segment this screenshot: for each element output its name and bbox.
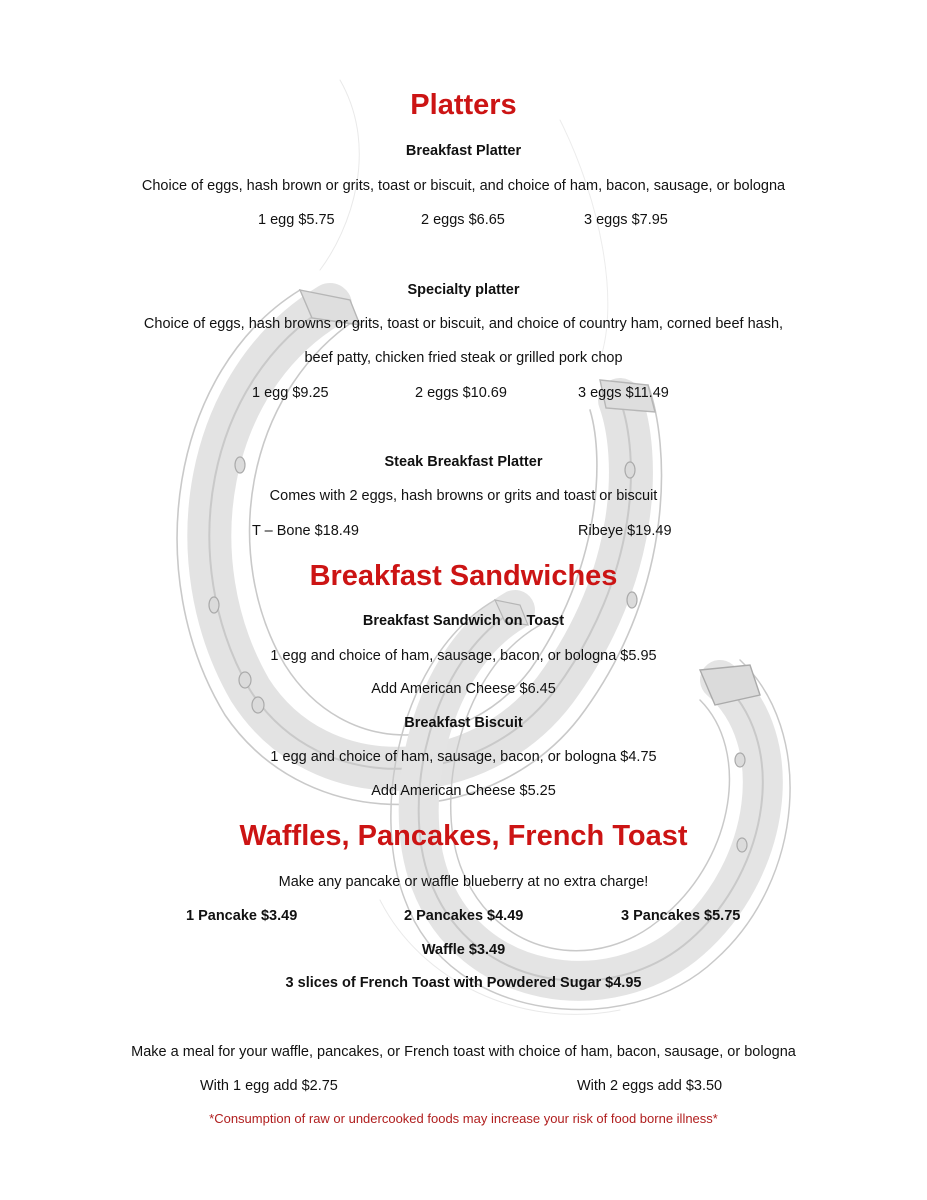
price-french-toast: 3 slices of French Toast with Powdered Sugar $4.95	[285, 975, 642, 991]
price-3-pancakes: 3 Pancakes $5.75	[621, 908, 741, 924]
item-desc-specialty-line1: Choice of eggs, hash browns or grits, toast or biscuit, and choice of country ham, corned beef hash,	[143, 316, 784, 332]
item-desc-sandwich-toast: 1 egg and choice of ham, sausage, bacon, or bologna $5.95	[270, 648, 657, 664]
item-title-breakfast-biscuit: Breakfast Biscuit	[404, 715, 523, 731]
item-addon-breakfast-biscuit: Add American Cheese $5.25	[371, 783, 556, 799]
price-1-pancake: 1 Pancake $3.49	[186, 908, 298, 924]
section-heading-sandwiches: Breakfast Sandwiches	[309, 560, 618, 592]
item-addon-sandwich-toast: Add American Cheese $6.45	[371, 681, 556, 697]
item-desc-specialty-line2: beef patty, chicken fried steak or grilled pork chop	[304, 350, 623, 366]
item-desc-steak-platter: Comes with 2 eggs, hash browns or grits and toast or biscuit	[269, 488, 658, 504]
item-title-breakfast-platter: Breakfast Platter	[405, 143, 522, 159]
price-specialty-3-eggs: 3 eggs $11.49	[578, 385, 669, 401]
meal-option-1-egg: With 1 egg add $2.75	[200, 1078, 338, 1094]
item-desc-breakfast-platter: Choice of eggs, hash brown or grits, toast or biscuit, and choice of ham, bacon, sausage, or bologna	[141, 178, 786, 194]
meal-option-2-eggs: With 2 eggs add $3.50	[577, 1078, 723, 1094]
item-title-specialty-platter: Specialty platter	[407, 282, 520, 298]
price-waffle: Waffle $3.49	[421, 942, 506, 958]
section-heading-waffles: Waffles, Pancakes, French Toast	[239, 820, 688, 852]
price-steak-ribeye: Ribeye $19.49	[578, 523, 672, 539]
price-breakfast-2-eggs: 2 eggs $6.65	[421, 212, 505, 228]
price-specialty-1-egg: 1 egg $9.25	[252, 385, 329, 401]
note-blueberry: Make any pancake or waffle blueberry at no extra charge!	[278, 874, 649, 890]
price-breakfast-3-eggs: 3 eggs $7.95	[584, 212, 668, 228]
price-2-pancakes: 2 Pancakes $4.49	[404, 908, 524, 924]
item-desc-breakfast-biscuit: 1 egg and choice of ham, sausage, bacon, or bologna $4.75	[270, 749, 657, 765]
item-title-steak-platter: Steak Breakfast Platter	[384, 454, 543, 470]
item-title-sandwich-toast: Breakfast Sandwich on Toast	[362, 613, 565, 629]
meal-desc: Make a meal for your waffle, pancakes, or French toast with choice of ham, bacon, sausage, or bologna	[131, 1044, 796, 1060]
price-steak-t-bone: T – Bone $18.49	[252, 523, 359, 539]
section-heading-platters: Platters	[410, 89, 517, 121]
price-specialty-2-eggs: 2 eggs $10.69	[415, 385, 507, 401]
price-breakfast-1-egg: 1 egg $5.75	[258, 212, 335, 228]
food-safety-disclaimer: *Consumption of raw or undercooked foods may increase your risk of food borne illness*	[209, 1111, 718, 1126]
